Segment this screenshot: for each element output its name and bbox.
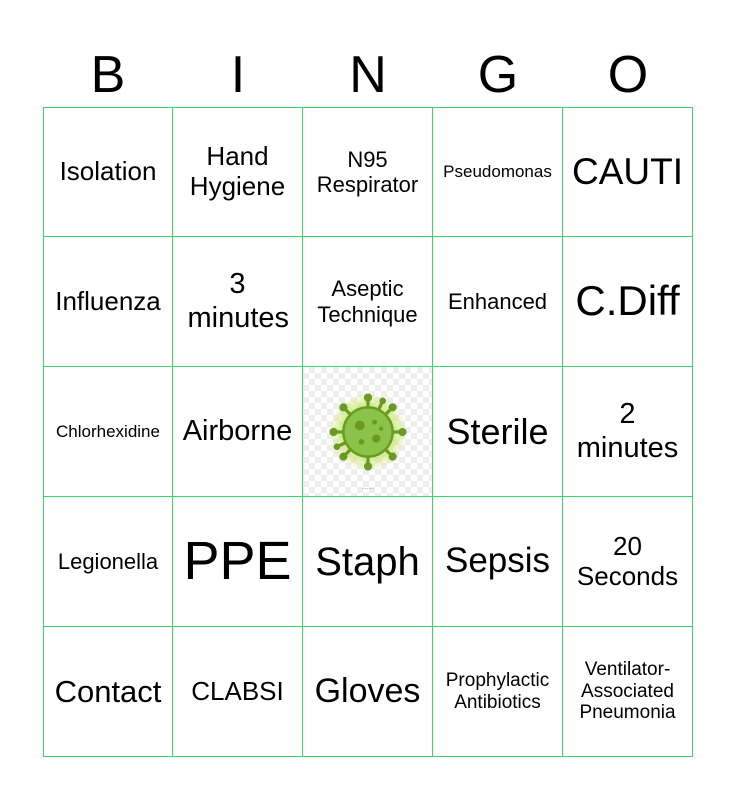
cell-text: Influenza	[55, 285, 161, 316]
cell-text: 2 minutes	[576, 398, 679, 464]
cell-text: Enhanced	[447, 288, 548, 314]
bingo-cell[interactable]	[303, 627, 433, 757]
bingo-cell[interactable]	[563, 367, 693, 497]
bingo-cell[interactable]	[303, 497, 433, 627]
bingo-cell[interactable]	[43, 497, 173, 627]
bingo-cell[interactable]	[303, 107, 433, 237]
bingo-board	[43, 107, 693, 757]
cell-text: Airborne	[182, 414, 293, 447]
virus-icon	[327, 391, 409, 473]
cell-text: C.Diff	[575, 277, 680, 325]
cell-text: Pseudomonas	[443, 162, 552, 182]
header-letter-b: B	[90, 46, 126, 104]
cell-text: 3 minutes	[187, 268, 290, 334]
bingo-cell[interactable]	[563, 237, 693, 367]
bingo-cell[interactable]	[563, 627, 693, 757]
cell-text: Contact	[54, 673, 162, 709]
cell-text: Chlorhexidine	[56, 421, 160, 441]
cell-text: Prophylactic Antibiotics	[445, 669, 550, 713]
cell-text: Ventilator-Associated Pneumonia	[579, 658, 676, 724]
bingo-cell[interactable]	[173, 107, 303, 237]
cell-text: Isolation	[59, 156, 157, 187]
bingo-cell[interactable]	[173, 497, 303, 627]
cell-text: Gloves	[314, 671, 421, 710]
cell-text: CLABSI	[191, 675, 284, 706]
cell-text: CAUTI	[572, 150, 683, 192]
bingo-cell[interactable]	[43, 627, 173, 757]
cell-text: Hand Hygiene	[189, 141, 286, 201]
header-letter-o: O	[607, 46, 649, 104]
bingo-cell[interactable]	[303, 237, 433, 367]
bingo-cell[interactable]	[173, 237, 303, 367]
cell-text: Aseptic Technique	[317, 276, 418, 327]
cell-text: Staph	[315, 539, 420, 584]
bingo-cell[interactable]	[433, 237, 563, 367]
bingo-cell[interactable]	[43, 237, 173, 367]
bingo-cell[interactable]	[433, 107, 563, 237]
header-letter-g: G	[477, 46, 519, 104]
bingo-cell[interactable]	[563, 107, 693, 237]
cell-text: N95 Respirator	[316, 146, 419, 197]
bingo-cell[interactable]	[563, 497, 693, 627]
cell-text: Sepsis	[444, 541, 551, 581]
cell-text: 20 Seconds	[576, 530, 679, 591]
bingo-cell[interactable]	[43, 367, 173, 497]
free-space-cell[interactable]	[303, 367, 433, 497]
cell-text: Sterile	[446, 410, 549, 452]
bingo-cell[interactable]	[173, 627, 303, 757]
image-caption: ·······	[361, 486, 374, 492]
header-letter-n: N	[349, 46, 387, 104]
bingo-cell[interactable]	[43, 107, 173, 237]
bingo-cell[interactable]	[173, 367, 303, 497]
bingo-cell[interactable]	[433, 497, 563, 627]
bingo-header	[43, 44, 693, 106]
bingo-cell[interactable]	[433, 367, 563, 497]
cell-text: Legionella	[57, 548, 159, 574]
cell-text: PPE	[183, 531, 292, 592]
bingo-cell[interactable]	[433, 627, 563, 757]
header-letter-i: I	[230, 46, 246, 104]
